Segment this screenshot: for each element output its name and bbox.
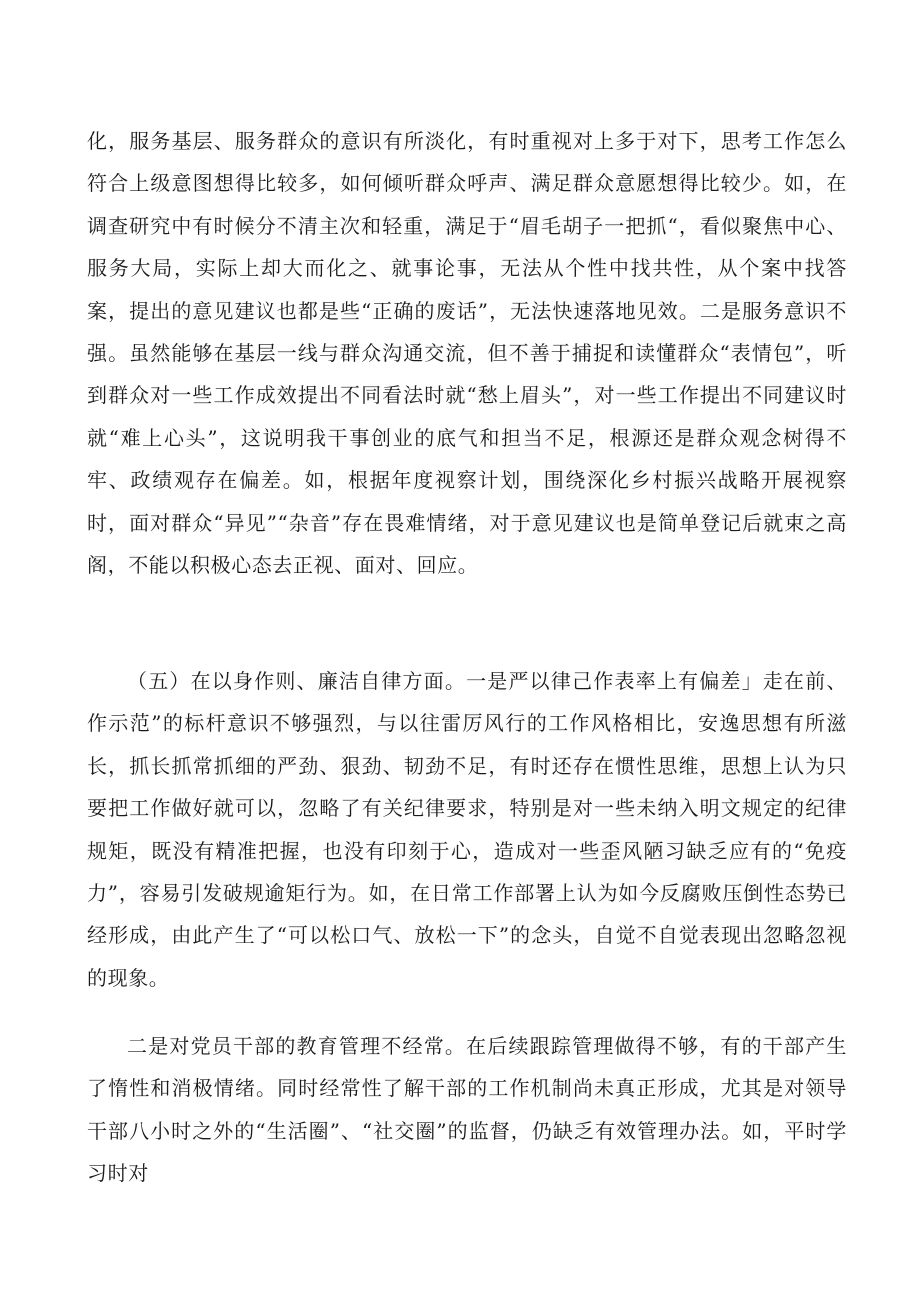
body-paragraph-continuation: 化，服务基层、服务群众的意识有所淡化，有时重视对上多于对下，思考工作怎么符合上级意图想得比较多，如何倾听群众呼声、满足群众意愿想得比较少。如，在调查研究中有时候分不清主次和轻重，满足于“眉毛胡子一把抓“，看似聚焦中心、服务大局，实际上却大而化之、就事论事，无法从个性中找共性，从个案中找答案，提出的意见建议也都是些“正确的废话”，无法快速落地见效。二是服务意识不强。虽然能够在基层一线与群众沟通交流，但不善于捕捉和读懂群众“表情包”，听到群众对一些工作成效提出不同看法时就“愁上眉头”，对一些工作提出不同建议时就“难上心头”，这说明我干事创业的底气和担当不足，根源还是群众观念树得不牢、政绩观存在偏差。如，根据年度视察计划，围绕深化乡村振兴战略开展视察时，面对群众“异见”“杂音”存在畏难情绪，对于意见建议也是简单登记后就束之高阁，不能以积极心态去正视、面对、回应。 [87,129,847,578]
body-paragraph-section-five: （五）在以身作则、廉洁自律方面。一是严以律己作表率上有偏差」走在前、作示范”的标杆意识不够强烈，与以往雷厉风行的工作风格相比，安逸思想有所滋长，抓长抓常抓细的严劲、狠劲、韧劲不足，有时还存在惯性思维，思想上认为只要把工作做好就可以，忽略了有关纪律要求，特别是对一些未纳入明文规定的纪律规矩，既没有精准把握，也没有印刻于心，造成对一些歪风陋习缺乏应有的“免疫力”，容易引发破规逾矩行为。如，在日常工作部署上认为如今反腐败压倒性态势已经形成，由此产生了“可以松口气、放松一下”的念头，自觉不自觉表现出忽略忽视的现象。 [87,669,847,990]
body-paragraph-item-two: 二是对党员干部的教育管理不经常。在后续跟踪管理做得不够，有的干部产生了惰性和消极情绪。同时经常性了解干部的工作机制尚未真正形成，尤其是对领导干部八小时之外的“生活圈”、“社交圈”的监督，仍缺乏有效管理办法。如，平时学习时对 [87,1034,847,1186]
